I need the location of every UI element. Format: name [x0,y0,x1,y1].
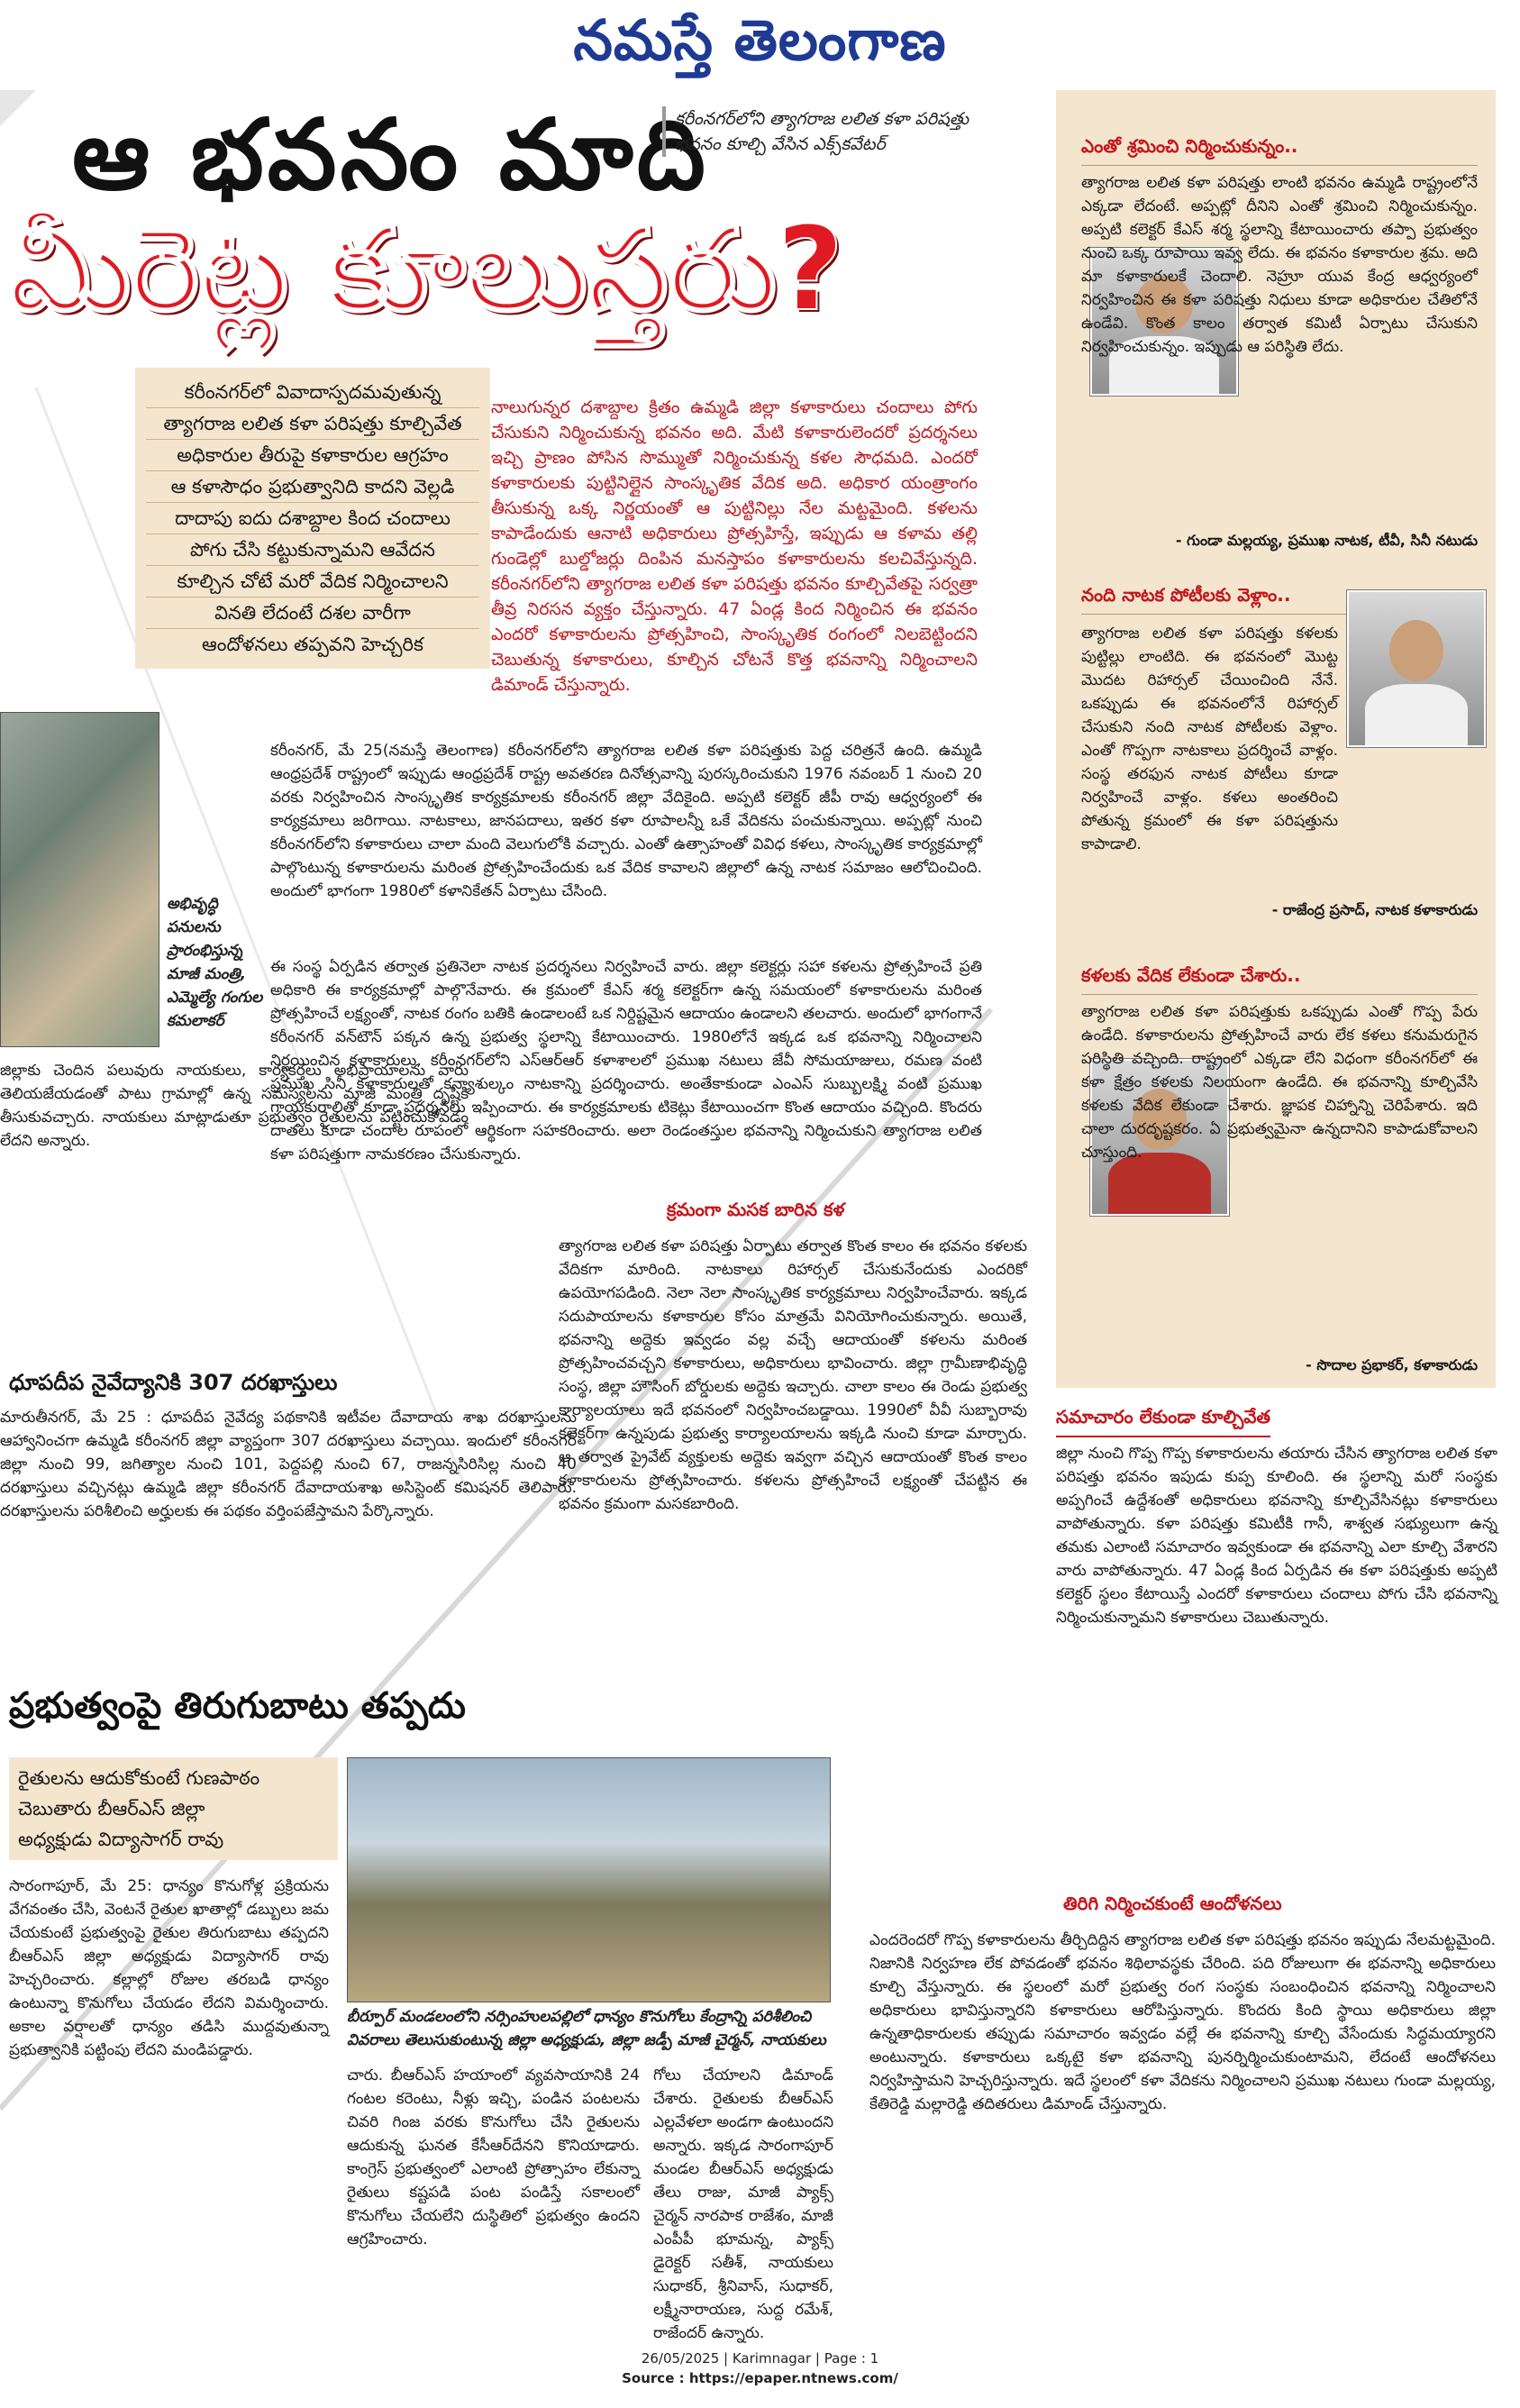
highlight-item: దాదాపు ఐదు దశాబ్దాల కింద చందాలు [146,503,479,534]
story-body-para1: కరీంనగర్, మే 25(నమస్తే తెలంగాణ) కరీంనగర్‌లోని త్యాగరాజ లలిత కళా పరిషత్తుకు పెద్ద చరిత్రనే ఉంది. ఉమ్మడి ఆంధ్రప్రదేశ్ రాష్ట్రంలో ఇప్పుడు ఆంధ్రప్రదేశ్ రాష్ట్ర అవతరణ దినోత్సవాన్ని పురస్కరించుకుని 1976 నవంబర్ 1 నుంచి 20 వరకు నిర్వహించిన సాంస్కృతిక కార్యక్రమాలకు కరీంనగర్ జిల్లా వేదికైంది. అప్పటి కలెక్టర్ జీపీ రావు ఆధ్వర్యంలో ఈ కార్యక్రమాలు జరిగాయి. నాటకాలు, జానపదాలు, ఇతర కళా రూపాలన్నీ ఒకే వేదికను పంచుకున్నాయి. అప్పట్లో నుంచి కరీంనగర్‌లోని కళాకారులు చాలా మంది వెలుగులోకి వచ్చారు. ఎంతో ఉత్సాహంతో వివిధ కళలు, సాంస్కృతిక కార్యక్రమాల్లో పాల్గొంటున్న కళాకారులను మరింత ప్రోత్సహించేందుకు ఒక వేదిక కావాలని జిల్లాలో ఉన్న నాటక సమాజం ఆలోచించింది. అందులో భాగంగా 1980లో కళానికేతన్ ఏర్పాటు చేసింది. [270,742,982,900]
sidebar-byline-3: - సొదాల ప్రభాకర్, కళాకారుడు [1306,1356,1478,1373]
masthead: నమస్తే తెలంగాణ [573,7,947,73]
highlight-item: కరీంనగర్‌లో వివాదాస్పదమవుతున్న [146,377,479,408]
dhoopa-text: మారుతీనగర్, మే 25 : ధూపదీప నైవేద్య పథకానికి ఇటీవల దేవాదాయ శాఖ దరఖాస్తులను ఆహ్వానించగా ఉమ్మడి కరీంనగర్ జిల్లా వ్యాప్తంగా 307 దరఖాస్తులు వచ్చాయి. ఇందులో కరీంనగర్ జిల్లా నుంచి 99, జగిత్యాల నుంచి 101, పెద్దపల్లి నుంచి 67, రాజన్నసిరిసిల్ల నుంచి 40 దరఖాస్తులు వచ్చినట్లు ఉమ్మడి జిల్లా కరీంనగర్ దేవాదాయశాఖ అసిస్టెంట్ కమిషనర్ తెలిపారు. దరఖాస్తులను పరిశీలించి అర్హులకు ఈ పథకం వర్తింపజేస్తామని పేర్కొన్నారు. [0,1409,577,1520]
highlight-item: పోగు చేసి కట్టుకున్నామని ఆవేదన [146,534,479,566]
sidebar-head-3: కళలకు వేదిక లేకుండా చేశారు.. [1081,964,1478,995]
headline-line2: మీరెట్ల కూలుస్తరు? [9,203,844,337]
subhead-crumbling: క్రమంగా మసక బారిన కళ [667,1199,845,1220]
info-text: జిల్లా నుంచి గొప్ప గొప్ప కళాకారులను తయారు చేసిన త్యాగరాజ లలిత కళా పరిషత్తు భవనం ఇపుడు కుప్ప కూలింది. ఈ స్థలాన్ని మరో సంస్థకు అప్పగించే ఉద్దేశంతో అధికారులు భవనాన్ని కూల్చివేసినట్లు కళాకారులు వాపోతున్నారు. కళా పరిషత్తు కమిటీకి గానీ, శాశ్వత సభ్యులుగా ఉన్న తమకు ఎలాంటి సమాచారం ఇవ్వకుండా ఈ భవనాన్ని ఎలా కూల్చి వేశారని వారు వాపోతున్నారు. 47 ఏండ్ల కింద ఏర్పడిన ఈ కళా పరిషత్తుకు అప్పటి కలెక్టర్ స్థలం కేటాయిస్తే ఎందరో కళాకారులు చందాలు పోగు చేసి భవనాన్ని నిర్మించుకున్నామని కళాకారులు చెబుతున్నారు. [1056,1445,1497,1627]
highlight-item: త్యాగరాజ లలిత కళా పరిషత్తు కూల్చివేత [146,408,479,440]
highlight-item: ఆందోళనలు తప్పవని హెచ్చరిక [202,634,423,655]
photo-caption-left: అభివృద్ధి పనులను ప్రారంభిస్తున్న మాజీ మంత్రి, ఎమ్మెల్యే గంగుల కమలాకర్ [167,895,263,1030]
subhead-dhoopa: ధూపదీప నైవేద్యానికి 307 దరఖాస్తులు [9,1370,338,1395]
govt-text: సారంగాపూర్, మే 25: ధాన్యం కొనుగోళ్ల ప్రక్రియను వేగవంతం చేసి, వెంటనే రైతుల ఖాతాల్లో డబ్బులు జమ చేయకుంటే ప్రభుత్వంపై రైతుల తిరుగుబాటు తప్పదని బీఆర్ఎస్ జిల్లా అధ్యక్షుడు విద్యాసాగర్ రావు హెచ్చరించారు. కల్లాల్లో రోజుల తరబడి ధాన్యం ఉంటున్నా కొనుగోలు చేయడం లేదని విమర్శించారు. అకాల వర్షాలతో ధాన్యం తడిసి ముద్దవుతున్నా ప్రభుత్వానికి పట్టింపు లేదని మండిపడ్డారు. [9,1877,329,2059]
story-body-para3: త్యాగరాజ లలిత కళా పరిషత్తు ఏర్పాటు తర్వాత కొంత కాలం ఈ భవనం కళలకు వేదికగా మారింది. నాటకాలు రిహార్సల్ చేసుకునేందుకు ఎందరికో ఉపయోగపడింది. నెలా నెలా సాంస్కృతిక కార్యక్రమాలు నిర్వహించేవారు. ఇక్కడ సదుపాయాలను కళాకారుల కోసం మాత్రమే వినియోగించుకున్నారు. అయితే, భవనాన్ని అద్దెకు ఇవ్వడం వల్ల వచ్చే ఆదాయంతో కళలను మరింత ప్రోత్సహించవచ్చని కళాకారులు, అధికారులు భావించారు. జిల్లా గ్రామీణాభివృద్ధి సంస్థ, జిల్లా హౌసింగ్ బోర్డులకు అద్దెకు ఇచ్చారు. చాలా కాలం ఈ రెండు ప్రభుత్వ కార్యాలయాలు ఇదే భవనంలో నిర్వహించబడ్డాయి. 1990లో వీవీ సుబ్బారావు కలెక్టర్‌గా ఉన్నపుడు ప్రభుత్వ కార్యాలయాలను ఇక్కడి నుంచి కూడా మార్చారు. ఆ తర్వాత ప్రైవేట్ వ్యక్తులకు అద్దెకు ఇవ్వగా వచ్చిన ఆదాయంతో కొంత కాలం కళాకారులను ప్రోత్సహించారు. కళలను ప్రోత్సహించే లక్ష్యంతో చేపట్టిన ఈ భవనం క్రమంగా మసకబారింది. [559,1237,1027,1513]
govt-highlight-item: అధ్యక్షుడు విద్యాసాగర్ రావు [18,1829,224,1850]
agitation-text: ఎందరెందరో గొప్ప కళాకారులను తీర్చిదిద్దిన త్యాగరాజ లలిత కళా పరిషత్తు భవనం ఇప్పుడు నేలమట్టమైంది. నిజానికి నిర్వహణ లేక పోవడంతో భవనం శిథిలావస్థకు చేరింది. పది రోజులుగా ఈ భవనాన్ని అధికారులు కూల్చి వేస్తున్నారు. ఈ స్థలంలో మరో ప్రభుత్వ రంగ సంస్థకు సంబంధించిన భవనాన్ని నిర్మించాలని అధికారులు భావిస్తున్నారని కళాకారులు ఆరోపిస్తున్నారు. కొందరు కింది స్థాయి అధికారులు జిల్లా ఉన్నతాధికారులకు తప్పుడు సమాచారం ఇవ్వడం వల్లే ఈ భవనాన్ని కూల్చి వేసేందుకు సిద్ధమయ్యారని అంటున్నారు. కళాకారులు ఒక్కటై కళా భవనాన్ని పునర్నిర్మించుకుంటామని, లేదంటే ఆందోళనలు నిర్వహిస్తామని హెచ్చరిస్తున్నారు. ఇదే స్థలంలో కళా వేదికను నిర్మించాలని ప్రముఖ నటులు గుండా మల్లయ్య, కేతిరెడ్డి మల్లారెడ్డి తదితరులు డిమాండ్ చేస్తున్నారు. [869,1931,1496,2113]
story-highlights [135,368,490,669]
headline-line1: ఆ భవనం మాది [72,99,709,212]
govt-text3: గోలు చేయాలని డిమాండ్ చేశారు. రైతులకు బీఆర్ఎస్ ఎల్లవేళలా అండగా ఉంటుందని అన్నారు. ఇక్కడ సారంగాపూర్ మండల బీఆర్ఎస్ అధ్యక్షుడు తేలు రాజు, మాజీ ప్యాక్స్ చైర్మన్ నారపాక రాజేశం, మాజీ ఎంపీపీ భూమన్న, ప్యాక్స్ డైరెక్టర్ సతీశ్, నాయకులు సుధాకర్, శ్రీనివాస్, సుధాకర్, లక్ష్మీనారాయణ, సుద్ద రమేశ్, రాజేందర్ ఉన్నారు. [653,2066,834,2342]
photo-caption-bottom: బీర్పూర్ మండలంలోని నర్సింహులపల్లిలో ధాన్యం కొనుగోలు కేంద్రాన్ని పరిశీలించి వివరాలు తెలుసుకుంటున్న జిల్లా అధ్యక్షుడు, జిల్లా జడ్పీ మాజీ చైర్మన్, నాయకులు [347,2008,826,2049]
sidebar-byline-2: - రాజేంద్ర ప్రసాద్, నాటక కళాకారుడు [1271,901,1478,918]
subhead-govt: ప్రభుత్వంపై తిరుగుబాటు తప్పదు [9,1685,466,1727]
subhead-agitation: తిరిగి నిర్మించకుంటే ఆందోళనలు [1063,1893,1282,1914]
story-intro: నాలుగున్నర దశాబ్దాల క్రితం ఉమ్మడి జిల్లా కళాకారులు చందాలు పోగు చేసుకుని నిర్మించుకున్న భవనం అది. మేటి కళాకారులెందరో ప్రదర్శనలు ఇచ్చి ప్రాణం పోసిన సొమ్ముతో నిర్మించుకున్న కళల సౌధమది. ఎందరో కళాకారులకు పుట్టినిల్లైన సాంస్కృతిక వేదిక అది. అధికార యంత్రాంగం తీసుకున్న ఒక్క నిర్ణయంతో ఆ పుట్టినిల్లు నేల మట్టమైంది. కళలను కాపాడేందుకు ఆనాటి అధికారులు ప్రోత్సహిస్తే, ఇప్పుడు ఆ కళామ తల్లి గుండెల్లో బుల్డోజర్లు దింపిన మనస్తాపం కళాకారులను కలచివేస్తున్నది. కరీంనగర్‌లోని త్యాగరాజ లలిత కళా పరిషత్తు భవనం కూల్చివేతపై సర్వత్రా తీవ్ర నిరసన వ్యక్తం చేస్తున్నారు. 47 ఏండ్ల కింద నిర్మించిన ఈ భవనం ఎందరో కళాకారులను ప్రోత్సహించి, సాంస్కృతిక రంగంలో నిలబెట్టిందని చెబుతున్న కళాకారులు, కూల్చిన చోటనే కొత్త భవనాన్ని నిర్మించాలని డిమాండ్ చేస్తున్నారు. [491,397,978,695]
sidebar-text-2: త్యాగరాజ లలిత కళా పరిషత్తు కళలకు పుట్టిల్లు లాంటిది. ఈ భవనంలో మొట్ట మొదట రిహార్సల్ చేయించింది నేనే. ఒకప్పుడు ఈ భవనంలోనే రిహార్సల్ చేసుకుని నంది నాటక పోటీలకు వెళ్లాం. ఎంతో గొప్పగా నాటకాలు ప్రదర్శించే వాళ్లం. సంస్థ తరఫున నాటక పోటీలు కూడా నిర్వహించే వాళ్లం. కళలు అంతరించి పోతున్న క్రమంలో ఈ కళా పరిషత్తును కాపాడాలి. [1081,625,1338,853]
sidebar-text-3: త్యాగరాజ లలిత కళా పరిషత్తుకు ఒకప్పుడు ఎంతో గొప్ప పేరు ఉండేది. కళాకారులను ప్రోత్సహించే వారు లేక కళలు కనుమరుగైన పరిస్థితి వచ్చింది. రాష్ట్రంలో ఎక్కడా లేని విధంగా కరీంనగర్‌లో ఈ కళా క్షేత్రం కళలకు నిలయంగా ఉండేది. ఈ భవనాన్ని కూల్చివేసి కళలకు వేదిక లేకుండా చేశారు. జ్ఞాపక చిహ్నాన్ని చెరిపేశారు. ఇది చాలా దురదృష్టకరం. ఏ ప్రభుత్వమైనా ఉన్నదానిని కాపాడుకోవాలని చూస్తుంది. [1081,1003,1478,1162]
portrait-rajendra-prasad [1347,590,1486,747]
sidebar-byline-1: - గుండా మల్లయ్య, ప్రముఖ నాటక, టీవీ, సినీ నటుడు [1175,532,1478,549]
footer-dateline: 26/05/2025 | Karimnagar | Page : 1 [641,2350,879,2367]
highlight-item: అధికారుల తీరుపై కళాకారుల ఆగ్రహం [146,440,479,471]
photo-kicker: కరీంనగర్‌లోని త్యాగరాజ లలిత కళా పరిషత్తు భవనం కూల్చి వేసిన ఎక్స్‌కవేటర్ [662,106,981,157]
sidebar-text-1: త్యాగరాజ లలిత కళా పరిషత్తు లాంటి భవనం ఉమ్మడి రాష్ట్రంలోనే ఎక్కడా లేదంటే. అప్పట్లో దీనిని ఎంతో శ్రమించి నిర్మించుకున్నం. అప్పటి కలెక్టర్ కేఎస్ శర్మ స్థలాన్ని కేటాయించారు తప్పా ప్రభుత్వం నుంచి ఒక్క రూపాయి ఇవ్వ లేదు. ఈ భవనం కళాకారుల శ్రమ. అది మా కళాకారులకే చెందాలి. నెహ్రూ యువ కేంద్ర ఆధ్వర్యంలో నిర్వహించిన ఈ కళా పరిషత్తు నిధులు కూడా అధికారుల చేతిలోనే ఉండేవి. కొంత కాలం తర్వాత కమిటీ ఏర్పాటు చేసుకుని నిర్వహించుకున్నం. ఇప్పుడు ఆ పరిస్థితి లేదు. [1081,174,1478,356]
govt-highlights [9,1757,338,1860]
paddy-centre-photo [347,1757,831,2002]
fragment-text: జిల్లాకు చెందిన పలువురు నాయకులు, కార్యకర్తలు అభిప్రాయాలను వారు తెలియజేయడంతో పాటు గ్రామాల్లో ఉన్న సమస్యలను మాజీ మంత్రి దృష్టికి తీసుకువచ్చారు. నాయకులు మాట్లాడుతూ ప్రభుత్వం రైతులను పట్టించుకోవడం లేదని అన్నారు. [0,1062,469,1150]
highlight-item: ఆ కళాసౌధం ప్రభుత్వానిది కాదని వెల్లడి [146,471,479,503]
govt-highlight-item: రైతులను ఆదుకోకుంటే గుణపాఠం [18,1767,260,1789]
highlight-item: కూల్చిన చోటే మరో వేదిక నిర్మించాలని [146,566,479,597]
story-body-para2: ఈ సంస్థ ఏర్పడిన తర్వాత ప్రతినెలా నాటక ప్రదర్శనలు నిర్వహించే వారు. జిల్లా కలెక్టర్లు సహా కళలను ప్రోత్సహించే ప్రతి అధికారి ఈ కార్యక్రమాల్లో పాల్గొనేవారు. ఈ క్రమంలో కేఎస్ శర్మ కలెక్టర్‌గా ఉన్న సమయంలో కళాకారులను మరింత ప్రోత్సహించే లక్ష్యంతో, నాటక రంగం బతికి ఉండాలంటే ఒక నిర్దిష్టమైన ఆదాయం ఉండాలని తలచారు. అందులో భాగంగానే కరీంనగర్ వన్‌టౌన్ పక్కన ఉన్న ప్రభుత్వ స్థలాన్ని కేటాయించారు. 1980లోనే ఇక్కడ ఒక భవనాన్ని నిర్మించాలని నిర్ణయించిన కళాకారులు, కరీంనగర్‌లోని ఎస్ఆర్ఆర్ కళాశాలలో ప్రముఖ నటులు జేవీ సోమయాజులు, రమణ వంటి ప్రముఖ సినీ కళాకారులతో కన్యాశుల్కం నాటకాన్ని ప్రదర్శించారు. అంతేకాకుండా ఎంఎస్ సుబ్బులక్ష్మి వంటి ప్రముఖ గాయకురాలితో కూడా ప్రదర్శనలు ఇప్పించారు. ఈ కార్యక్రమాలకు టికెట్లు కేటాయించగా కొంత ఆదాయం వచ్చింది. కొందరు దాతలు కూడా చందాల రూపంలో ఆర్థికంగా సహకరించారు. అలా రెండంతస్తుల భవనాన్ని నిర్మించుకుని త్యాగరాజ లలిత కళా పరిషత్తుగా నామకరణం చేసుకున్నారు. [270,958,982,1163]
footer-source: Source : https://epaper.ntnews.com/ [622,2370,898,2386]
govt-text2: చారు. బీఆర్ఎస్ హయాంలో వ్యవసాయానికి 24 గంటల కరెంటు, నీళ్లు ఇచ్చి, పండిన పంటలను చివరి గింజ వరకు కొనుగోలు చేసి రైతులను ఆదుకున్న ఘనత కేసీఆర్‌దేనని కొనియాడారు. కాంగ్రెస్ ప్రభుత్వంలో ఎలాంటి ప్రోత్సాహం లేకున్నా రైతులు కష్టపడి పంట పండిస్తే సకాలంలో కొనుగోలు చేయలేని దుస్థితిలో ప్రభుత్వం ఉందని ఆగ్రహించారు. [347,2066,640,2248]
highlight-item: వినతి లేదంటే దశల వారీగా [146,597,479,629]
sidebar-head-1: ఎంతో శ్రమించి నిర్మించుకున్నం.. [1081,135,1478,166]
inauguration-photo [0,712,159,1047]
sidebar-head-2: నంది నాటక పోటీలకు వెళ్లాం.. [1081,584,1478,615]
govt-highlight-item: చెబుతారు బీఆర్ఎస్ జిల్లా [18,1798,205,1820]
subhead-info: సమాచారం లేకుండా కూల్చివేత [1056,1406,1270,1437]
